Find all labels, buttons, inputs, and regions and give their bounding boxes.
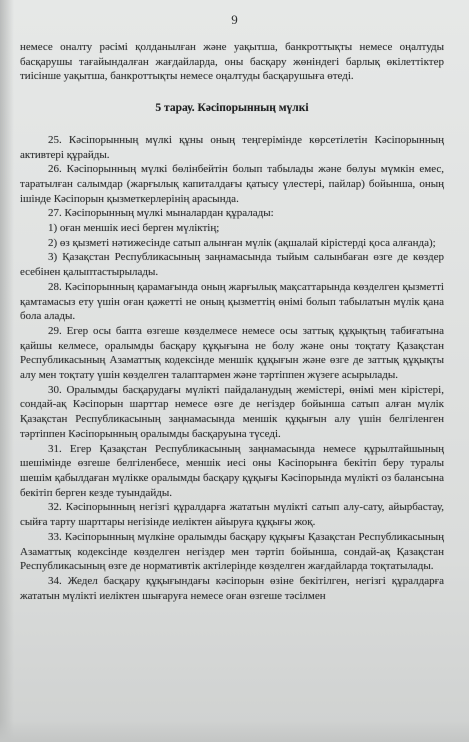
paragraph-29: 29. Егер осы бапта өзгеше көзделмесе немесе осы заттық құқықтың табиғатына қайшы келмесе, оралымды басқару құқығына не болу және оны тоқтату Қазақстан Республикасының Азаматтық кодексінде меншік құқығын және өзге де заттық құқықты алу мен тоқтату үшін көзделген талаптармен және тәртіппен жүзеге асырылады.	[20, 324, 444, 382]
paragraph-31: 31. Егер Қазақстан Республикасының заңнамасында немесе құрылтайшының шешімінде өзгеше белгіленбесе, меншік иесі оны Кәсіпорынға бекітіп беру туралы шешім қабылдаған мүлікке оралымды басқару құқығы Кәсіпорында мүлікті оз балансына бекітіп берген кезде туындайды.	[20, 442, 444, 499]
paragraph-27: 27. Кәсіпорынның мүлкі мыналардан құралады:	[48, 207, 274, 220]
list-item-1: 1) оған меншік иесі берген мүліктің;	[48, 222, 220, 235]
paragraph-34: 34. Жедел басқару құқығындағы кәсіпорын өзіне бекітілген, негізгі құралдарға жататын мүлікті иеліктен шығаруға немесе оған өзгеше тәсілмен	[20, 574, 444, 602]
list-item-3: 3) Қазақстан Республикасының заңнамасында тыйым салынбаған өзге де көздер есебінен қалыптастырылады.	[20, 251, 444, 279]
page-number: 9	[231, 12, 238, 27]
paragraph-33: 33. Кәсіпорынның мүлкіне оралымды басқару құқығы Қазақстан Республикасының Азаматтық кодексінде көзделген негіздер мен тәртіп бойынша, сондай-ақ Қазақстан Республикасының өзге де нормативтік актілерінде көзделген жағдайларда тоқтатылады.	[20, 530, 444, 573]
page-shadow-left	[0, 0, 14, 742]
list-item-2: 2) өз қызметі нәтижесінде сатып алынған мүлік (ақшалай кірістерді қоса алғанда);	[48, 236, 436, 249]
paragraph-28: 28. Кәсіпорынның қарамағында оның жарғылық мақсаттарында көзделген қызметті қамтамасыз ету үшін оған қажетті не оның қызметтің өнімі болып табылатын мүлік қана бола алады.	[20, 280, 444, 323]
document-body	[20, 40, 444, 603]
paragraph-26: 26. Кәсіпорынның мүлкі бөлінбейтін болып табылады және бөлуы мүмкін емес, таратылған салымдар (жарғылық капиталдағы қатысу үлестері, пайлар) бойынша, оның ішінде Кәсіпорын қызметкерлерінің арасында.	[20, 163, 444, 205]
paragraph-25: 25. Кәсіпорынның мүлкі құны оның теңгерімінде көрсетілетін Кәсіпорынның активтері құрайды.	[20, 133, 444, 161]
paragraph-30: 30. Оралымды басқарудағы мүлікті пайдаланудың жемістері, өнімі мен кірістері, сондай-ақ Кәсіпорын шарттар немесе өзге де негіздер бойынша сатып алған мүлік Қазақстан Республикасының заңнамасында меншік құқығын алу үшін белгіленген тәртіппен Кәсіпорынның оралымды басқаруына түседі.	[20, 383, 444, 440]
section-heading: 5 тарау. Кәсіпорынның мүлкі	[155, 102, 309, 115]
intro-paragraph: немесе оналту рәсімі қолданылған және уақытша, банкроттықты немесе оңалтуды басқарушы тағайындалған жағдайларда, оны басқару жөніндегі барлық өкілеттіктер тиісінше уақытша, банкроттықты немесе оңалтуды басқарушыға өтеді.	[20, 41, 444, 83]
page-shadow-bottom	[0, 720, 469, 742]
paragraph-32: 32. Кәсіпорынның негізгі құралдарға жататын мүлікті сатып алу-сату, айырбастау, сыйға тарту шарттары негізінде иеліктен айыруға құқығы жоқ.	[20, 501, 444, 529]
